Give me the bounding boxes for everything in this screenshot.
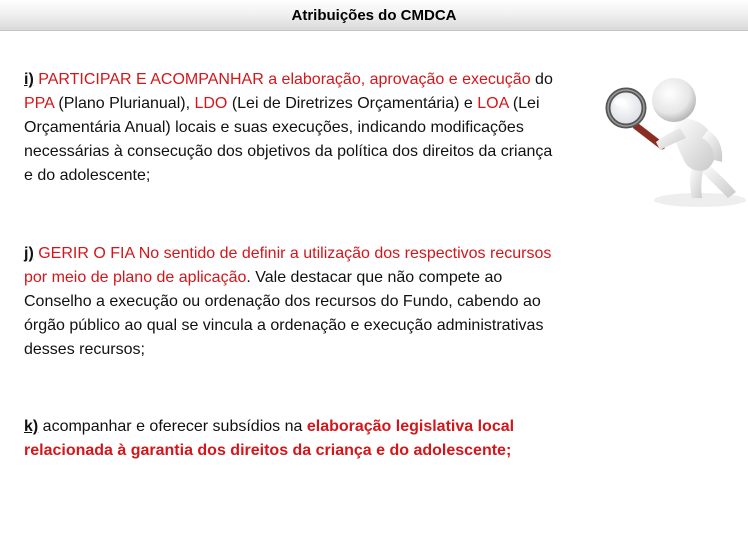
body-text: (Lei de Diretrizes Orçamentária) e xyxy=(227,95,478,112)
highlight-text: PPA xyxy=(24,95,54,112)
highlight-text: PARTICIPAR E ACOMPANHAR a elaboração, aprovação e execução xyxy=(33,71,531,88)
highlight-text: LDO xyxy=(194,95,228,112)
body-text: acompanhar e oferecer subsídios na xyxy=(38,418,307,435)
person-magnifying-glass-icon xyxy=(596,60,748,214)
page-title: Atribuições do CMDCA xyxy=(291,6,457,24)
body-text: (Plano Plurianual), xyxy=(53,95,195,112)
highlight-text: GERIR O FIA No sentido de definir a utilização dos respectivos recursos por meio de plano de aplicação xyxy=(24,245,552,286)
item-label: j) xyxy=(24,245,34,262)
item-label: i) xyxy=(24,71,34,88)
highlight-text: LOA xyxy=(477,95,509,112)
body-text: do xyxy=(530,71,553,88)
item-label: k) xyxy=(24,418,39,435)
highlight-text: elaboração legislativa local relacionada à garantia dos direitos da criança e do adolescente; xyxy=(24,418,515,459)
paragraph-item-i xyxy=(24,68,554,188)
body-text: (Lei Orçamentária Anual) locais e suas execuções, indicando modificações necessárias à consecução dos objetivos da política dos direitos da criança e do adolescente; xyxy=(24,95,553,184)
paragraph-item-j xyxy=(24,242,554,362)
title-bar xyxy=(0,0,748,31)
body-text: . Vale destacar que não compete ao Conselho a execução ou ordenação dos recursos do Fundo, cabendo ao órgão público ao qual se vincula a ordenação e execução administrativas desses recursos; xyxy=(24,269,544,358)
paragraph-item-k xyxy=(24,415,544,463)
